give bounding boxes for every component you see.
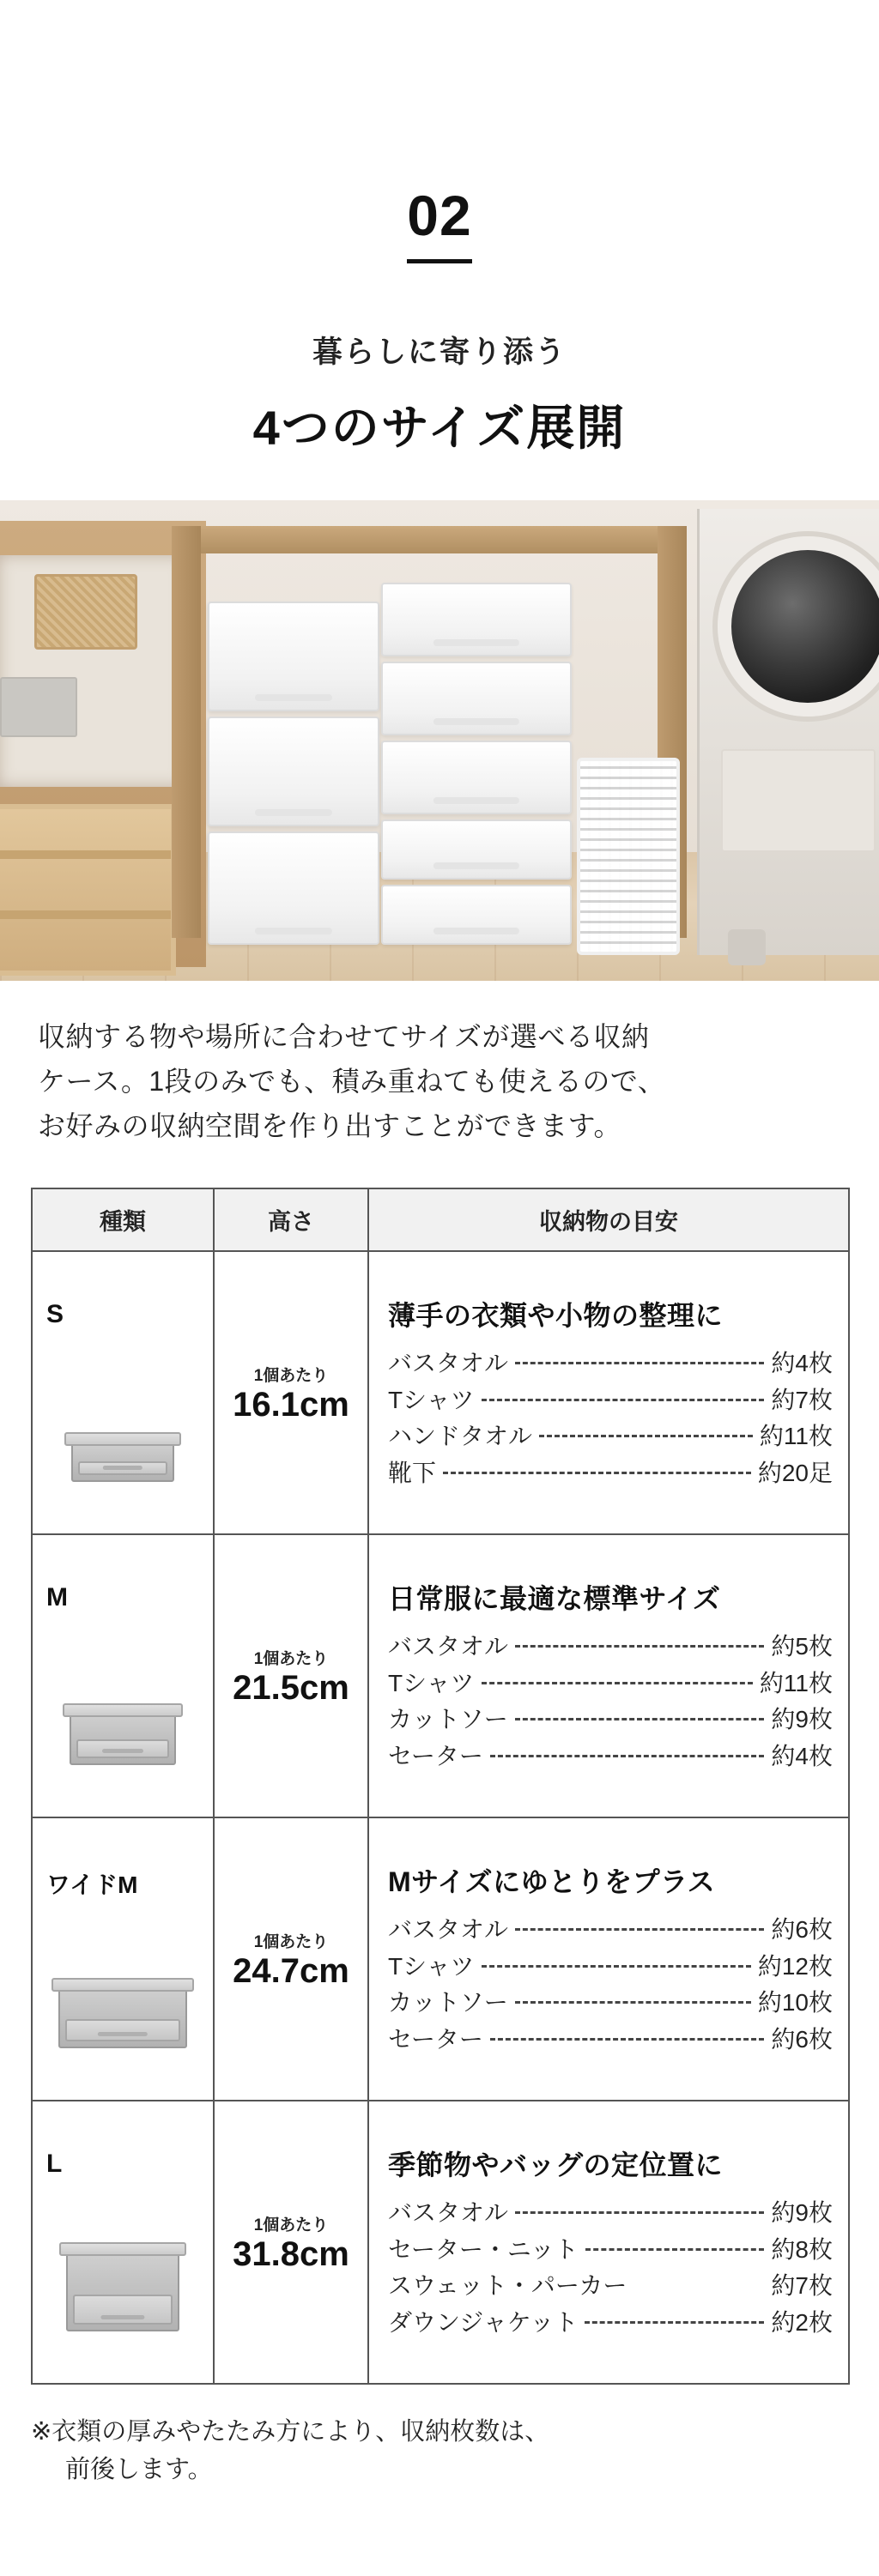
item-name: バスタオル bbox=[388, 1633, 509, 1660]
item-qty: 約7枚 bbox=[771, 1386, 833, 1413]
per-unit-label: 1個あたり bbox=[253, 2216, 329, 2234]
capacity-item bbox=[388, 1629, 833, 1666]
lead-line-2: ケース。1段のみでも、積み重ねても使えるので、 bbox=[38, 1065, 666, 1097]
type-cell-m bbox=[32, 1534, 214, 1817]
storage-case bbox=[381, 583, 572, 656]
height-value: 31.8cm bbox=[233, 2234, 349, 2273]
item-name: カットソー bbox=[388, 1989, 508, 2017]
column-header-type: 種類 bbox=[32, 1188, 214, 1251]
storage-case-stack-right bbox=[381, 583, 572, 945]
height-value: 16.1cm bbox=[233, 1385, 349, 1424]
item-name: Tシャツ bbox=[388, 1669, 475, 1696]
case-handle bbox=[433, 862, 519, 869]
capacity-cell-wide-m bbox=[368, 1817, 849, 2101]
item-name: Tシャツ bbox=[388, 1386, 475, 1413]
counter-top bbox=[172, 526, 687, 553]
item-qty: 約5枚 bbox=[771, 1633, 833, 1660]
item-name: セーター bbox=[388, 2026, 483, 2053]
leader-dots bbox=[490, 1755, 765, 1757]
leader-dots bbox=[482, 1399, 765, 1401]
capacity-item bbox=[388, 2022, 833, 2059]
lead-line-1: 収納する物や場所に合わせてサイズが選べる収納 bbox=[38, 1021, 650, 1052]
item-name: 靴下 bbox=[388, 1460, 437, 1487]
leader-dots bbox=[539, 1435, 753, 1437]
item-qty: 約6枚 bbox=[771, 2026, 833, 2053]
drawer-illustration-l bbox=[66, 2252, 179, 2331]
item-qty: 約4枚 bbox=[771, 1350, 833, 1377]
capacity-item bbox=[388, 2268, 833, 2305]
case-handle bbox=[433, 928, 519, 934]
item-name: ハンドタオル bbox=[388, 1423, 533, 1450]
table-row bbox=[32, 2101, 849, 2384]
case-handle bbox=[433, 639, 519, 646]
height-cell-s bbox=[214, 1251, 368, 1534]
capacity-item bbox=[388, 1382, 833, 1419]
leader-dots bbox=[515, 2211, 764, 2214]
lead-paragraph bbox=[38, 1015, 841, 1148]
capacity-item bbox=[388, 1912, 833, 1949]
height-cell-m bbox=[214, 1534, 368, 1817]
size-label: L bbox=[46, 2150, 63, 2179]
leader-dots bbox=[482, 1965, 751, 1968]
leader-dots bbox=[490, 2038, 765, 2041]
capacity-title: Mサイズにゆとりをプラス bbox=[388, 1866, 716, 1898]
leader-dots bbox=[585, 2321, 764, 2324]
footnote-line-2: 前後します。 bbox=[65, 2455, 213, 2483]
capacity-title: 日常服に最適な標準サイズ bbox=[388, 1583, 721, 1615]
lead-line-3: お好みの収納空間を作り出すことができます。 bbox=[38, 1110, 621, 1141]
item-qty: 約11枚 bbox=[759, 1423, 833, 1450]
capacity-item bbox=[388, 1702, 833, 1738]
footnote bbox=[31, 2414, 848, 2488]
leader-dots bbox=[585, 2248, 765, 2251]
capacity-item bbox=[388, 1455, 833, 1492]
storage-case bbox=[381, 662, 572, 735]
capacity-cell-s bbox=[368, 1251, 849, 1534]
laundry-basket bbox=[577, 758, 680, 955]
storage-case bbox=[208, 602, 379, 711]
column-header-capacity: 収納物の目安 bbox=[368, 1188, 849, 1251]
table-row bbox=[32, 1534, 849, 1817]
height-cell-wide-m bbox=[214, 1817, 368, 2101]
section-header bbox=[0, 0, 879, 459]
rattan-basket bbox=[34, 574, 137, 650]
case-handle bbox=[433, 718, 519, 725]
item-qty: 約6枚 bbox=[771, 1916, 833, 1944]
column-header-height: 高さ bbox=[214, 1188, 368, 1251]
size-label: M bbox=[46, 1583, 68, 1612]
item-qty: 約10枚 bbox=[757, 1989, 833, 2017]
capacity-title: 季節物やバッグの定位置に bbox=[388, 2150, 724, 2181]
capacity-cell-l bbox=[368, 2101, 849, 2384]
item-qty: 約9枚 bbox=[771, 2199, 833, 2227]
item-qty: 約7枚 bbox=[771, 2272, 833, 2300]
height-value: 21.5cm bbox=[233, 1668, 349, 1707]
leader-dots bbox=[443, 1472, 751, 1474]
item-name: スウェット・パーカー bbox=[388, 2272, 627, 2300]
hero-photo bbox=[0, 500, 879, 981]
leader-dots bbox=[515, 1362, 764, 1364]
item-name: バスタオル bbox=[388, 2199, 509, 2227]
leader-dots bbox=[515, 2001, 751, 2004]
drawer-illustration-s bbox=[71, 1442, 174, 1482]
gray-storage-box bbox=[0, 677, 77, 737]
storage-case bbox=[208, 717, 379, 826]
type-cell-s bbox=[32, 1251, 214, 1534]
item-qty: 約9枚 bbox=[771, 1706, 833, 1733]
type-cell-wide-m bbox=[32, 1817, 214, 2101]
capacity-item bbox=[388, 2195, 833, 2232]
drawer-illustration-wide-m bbox=[58, 1988, 187, 2048]
item-name: バスタオル bbox=[388, 1350, 509, 1377]
leader-dots bbox=[515, 1928, 764, 1931]
capacity-item bbox=[388, 2305, 833, 2342]
capacity-item bbox=[388, 1418, 833, 1455]
washer-drawer bbox=[721, 749, 876, 852]
item-qty: 約4枚 bbox=[771, 1743, 833, 1770]
item-qty: 約12枚 bbox=[757, 1952, 833, 1980]
storage-case bbox=[381, 885, 572, 945]
height-cell-l bbox=[214, 2101, 368, 2384]
capacity-item bbox=[388, 1345, 833, 1382]
type-cell-l bbox=[32, 2101, 214, 2384]
page-title: 4つのサイズ展開 bbox=[252, 401, 627, 455]
capacity-item bbox=[388, 1666, 833, 1702]
section-subtitle: 暮らしに寄り添う bbox=[312, 336, 567, 369]
capacity-title: 薄手の衣類や小物の整理に bbox=[388, 1300, 724, 1332]
table-header-row bbox=[32, 1188, 849, 1251]
table-row bbox=[32, 1251, 849, 1534]
item-name: セーター・ニット bbox=[388, 2235, 579, 2263]
spec-table-wrapper bbox=[31, 1188, 848, 2385]
item-qty: 約20足 bbox=[757, 1460, 833, 1487]
per-unit-label: 1個あたり bbox=[253, 1366, 329, 1385]
item-name: セーター bbox=[388, 1743, 483, 1770]
capacity-item bbox=[388, 1949, 833, 1986]
item-name: バスタオル bbox=[388, 1916, 509, 1944]
case-handle bbox=[255, 694, 332, 701]
counter-left-post bbox=[172, 526, 201, 938]
drawer-illustration-m bbox=[70, 1714, 176, 1765]
section-number: 02 bbox=[407, 187, 471, 263]
per-unit-label: 1個あたり bbox=[253, 1649, 329, 1668]
item-qty: 約11枚 bbox=[759, 1669, 833, 1696]
item-name: カットソー bbox=[388, 1706, 508, 1733]
case-handle bbox=[255, 928, 332, 934]
height-value: 24.7cm bbox=[233, 1951, 349, 1990]
size-label: S bbox=[46, 1300, 64, 1329]
item-name: Tシャツ bbox=[388, 1952, 475, 1980]
size-label: ワイドM bbox=[46, 1872, 138, 1899]
capacity-item bbox=[388, 2232, 833, 2269]
storage-case-stack-left bbox=[208, 602, 379, 945]
leader-dots bbox=[515, 1645, 764, 1648]
case-handle bbox=[255, 809, 332, 816]
item-name: ダウンジャケット bbox=[388, 2309, 579, 2337]
item-qty: 約8枚 bbox=[771, 2235, 833, 2263]
per-unit-label: 1個あたり bbox=[253, 1932, 329, 1951]
case-handle bbox=[433, 797, 519, 804]
storage-case bbox=[381, 819, 572, 880]
leader-dots bbox=[515, 1718, 765, 1720]
capacity-cell-m bbox=[368, 1534, 849, 1817]
wooden-crate bbox=[0, 804, 176, 976]
item-qty: 約2枚 bbox=[771, 2309, 833, 2337]
capacity-item bbox=[388, 1738, 833, 1775]
storage-case bbox=[208, 831, 379, 945]
leader-dots bbox=[482, 1682, 753, 1684]
table-row bbox=[32, 1817, 849, 2101]
washer-foot bbox=[728, 929, 766, 965]
capacity-item bbox=[388, 1985, 833, 2022]
storage-case bbox=[381, 741, 572, 814]
footnote-line-1: ※衣類の厚みやたたみ方により、収納枚数は、 bbox=[31, 2418, 550, 2446]
size-spec-table bbox=[31, 1188, 850, 2385]
